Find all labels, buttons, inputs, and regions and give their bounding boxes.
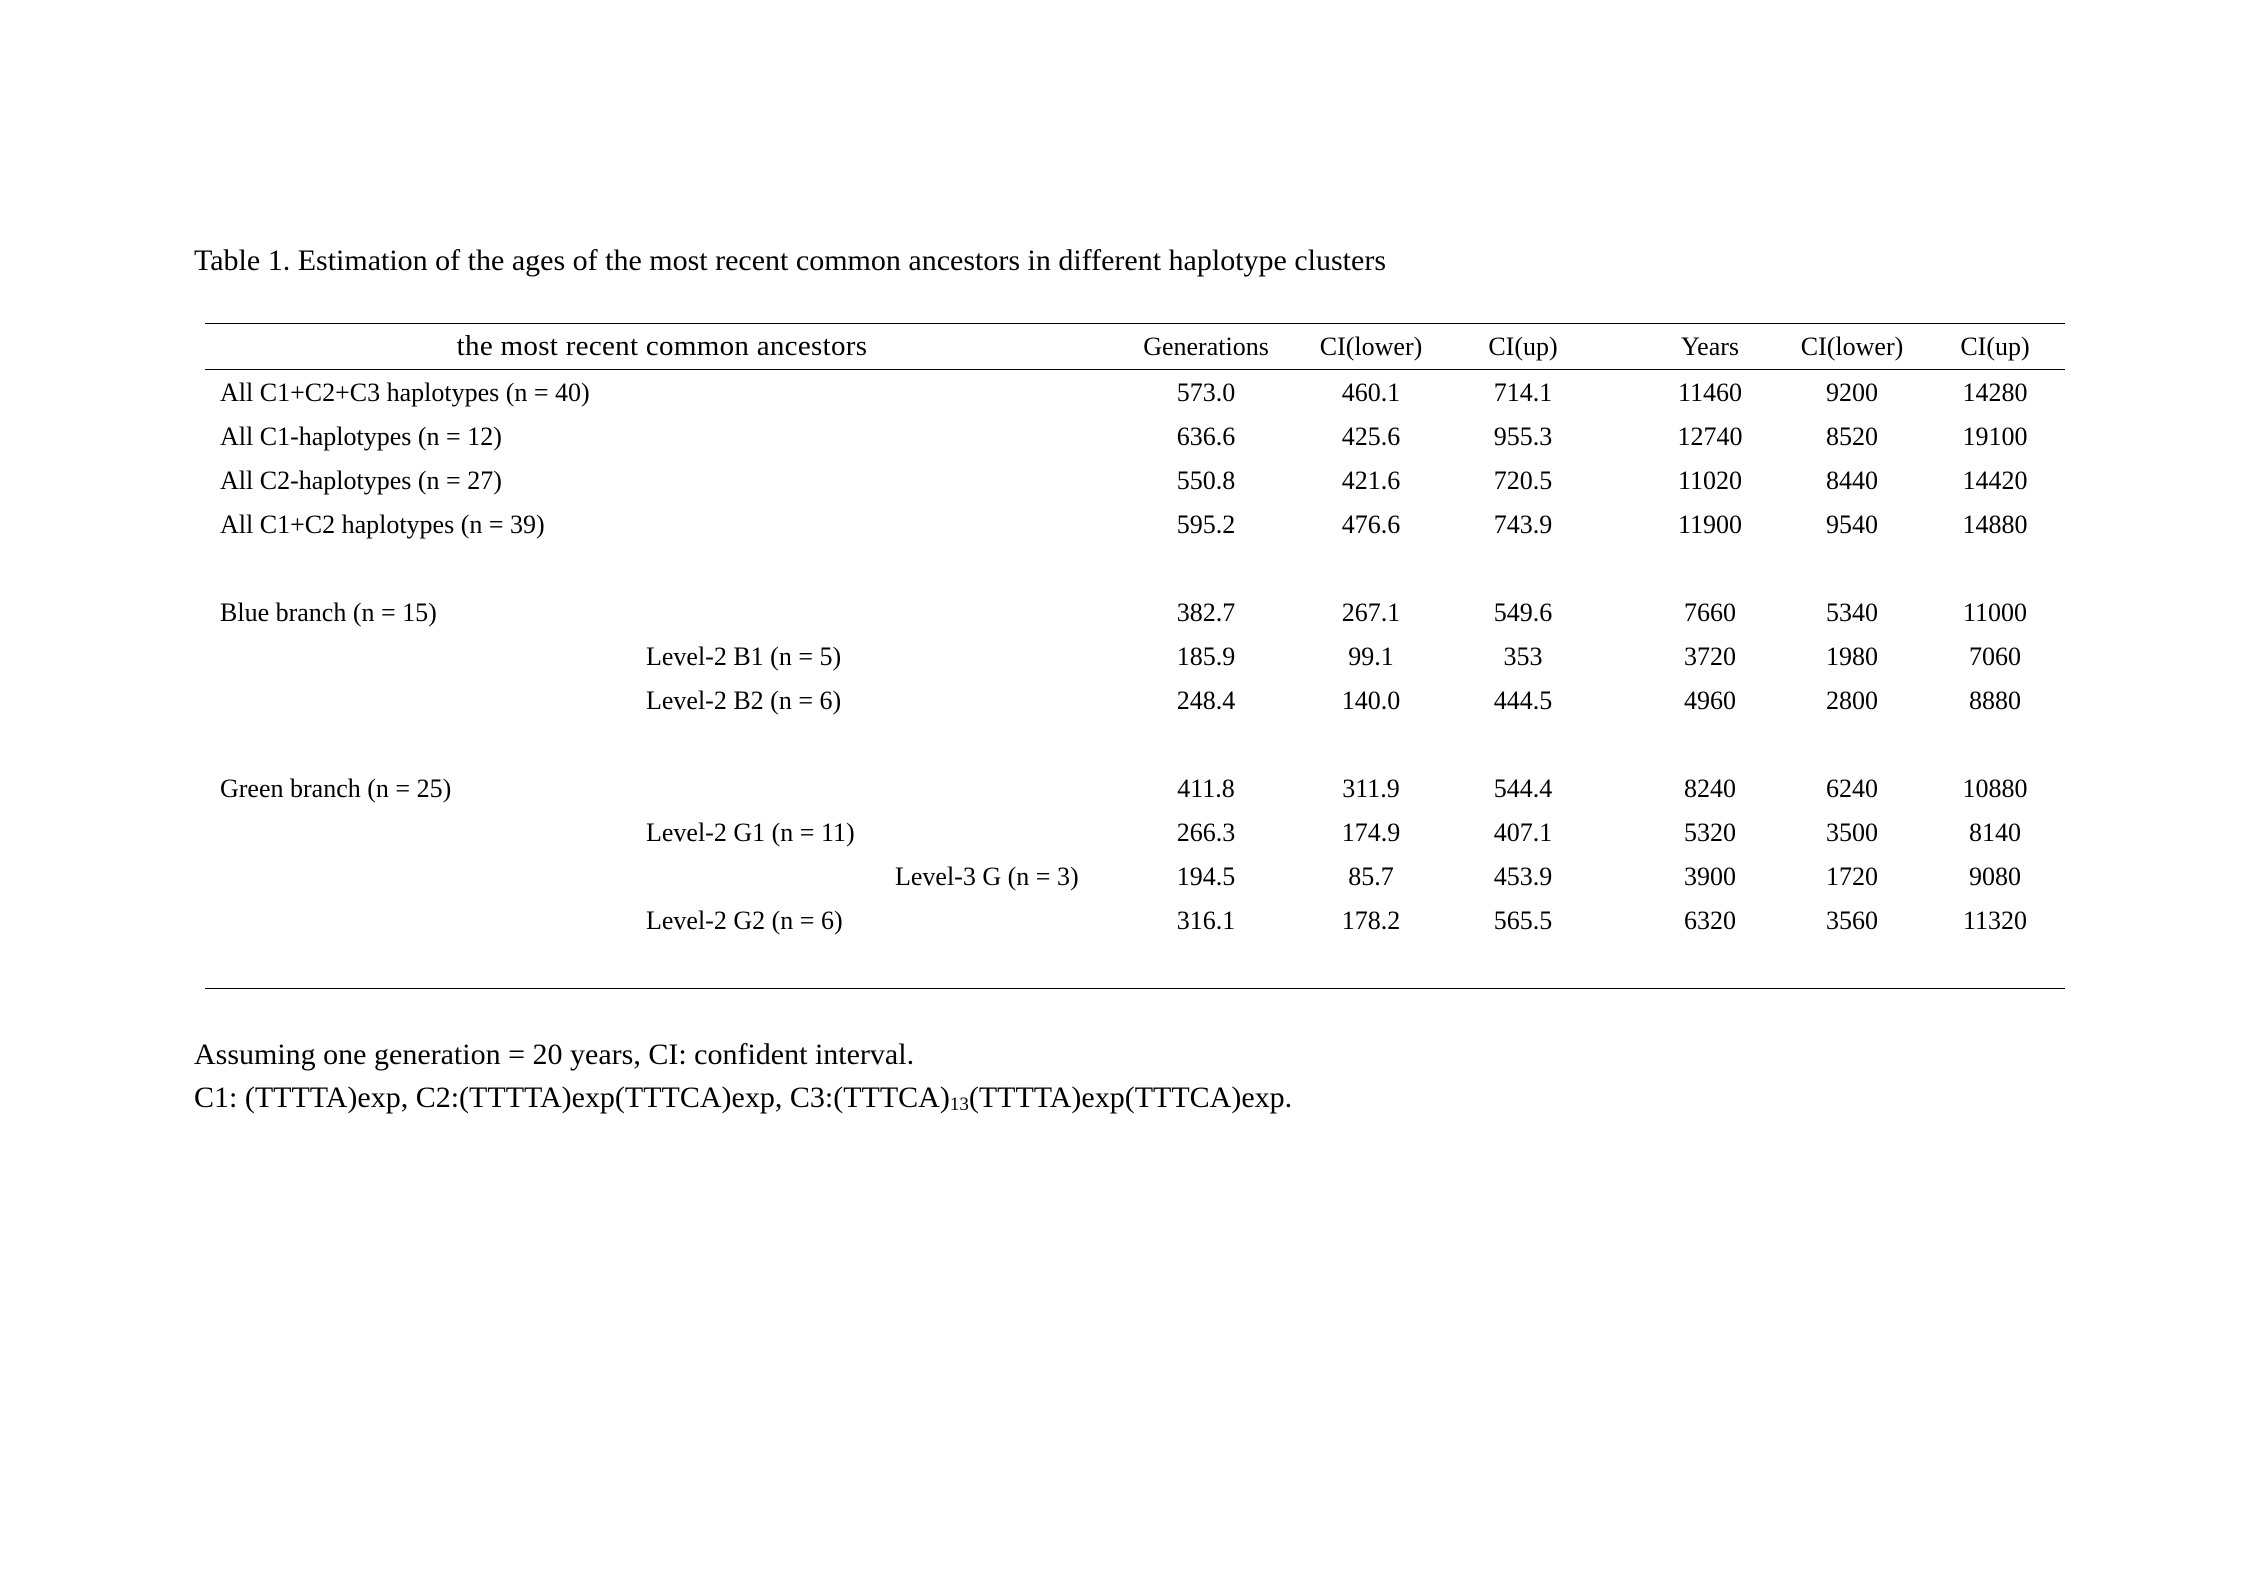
- table-cell: 174.9: [1341, 818, 1401, 847]
- table-caption: Table 1. Estimation of the ages of the most recent common ancestors in different haplotype clusters: [194, 244, 1387, 277]
- row-label: Level-2 G2 (n = 6): [646, 906, 843, 935]
- table-cell: 11020: [1677, 466, 1743, 495]
- table-cell: 636.6: [1176, 422, 1236, 451]
- table-cell: 316.1: [1176, 906, 1236, 935]
- row-label: All C1-haplotypes (n = 12): [220, 422, 502, 451]
- table-cell: 549.6: [1493, 598, 1553, 627]
- table-cell: 8440: [1826, 466, 1878, 495]
- header-ci-up-gen: CI(up): [1488, 332, 1558, 361]
- table-header-rule: [205, 369, 2065, 370]
- table-cell: 8240: [1684, 774, 1736, 803]
- table-cell: 6320: [1684, 906, 1736, 935]
- table-cell: 743.9: [1493, 510, 1553, 539]
- table-cell: 6240: [1826, 774, 1878, 803]
- row-label: Blue branch (n = 15): [220, 598, 437, 627]
- table-cell: 140.0: [1341, 686, 1401, 715]
- table-cell: 476.6: [1341, 510, 1401, 539]
- table-cell: 411.8: [1177, 774, 1235, 803]
- table-cell: 573.0: [1176, 378, 1236, 407]
- table-cell: 4960: [1684, 686, 1736, 715]
- row-label: All C2-haplotypes (n = 27): [220, 466, 502, 495]
- table-cell: 19100: [1962, 422, 2028, 451]
- table-cell: 7660: [1684, 598, 1736, 627]
- table-cell: 14420: [1962, 466, 2028, 495]
- table-cell: 720.5: [1493, 466, 1553, 495]
- row-label: Level-2 B1 (n = 5): [646, 642, 842, 671]
- table-cell: 7060: [1969, 642, 2021, 671]
- header-generations: Generations: [1143, 332, 1269, 361]
- table-cell: 267.1: [1341, 598, 1401, 627]
- table-cell: 1980: [1826, 642, 1878, 671]
- table-cell: 85.7: [1348, 862, 1394, 891]
- table-cell: 10880: [1962, 774, 2028, 803]
- header-ci-lower-years: CI(lower): [1800, 332, 1904, 361]
- table-cell: 3500: [1826, 818, 1878, 847]
- footnote-generation: Assuming one generation = 20 years, CI: confident interval.: [194, 1038, 915, 1071]
- table-cell: 544.4: [1493, 774, 1553, 803]
- table-cell: 421.6: [1341, 466, 1401, 495]
- table-top-rule: [205, 323, 2065, 324]
- row-label: All C1+C2+C3 haplotypes (n = 40): [220, 378, 590, 407]
- table-cell: 3900: [1684, 862, 1736, 891]
- table-cell: 266.3: [1176, 818, 1236, 847]
- table-cell: 444.5: [1493, 686, 1553, 715]
- table-cell: 407.1: [1493, 818, 1553, 847]
- header-label: the most recent common ancestors: [456, 330, 868, 362]
- header-years: Years: [1680, 332, 1740, 361]
- table-cell: 550.8: [1176, 466, 1236, 495]
- table-cell: 1720: [1826, 862, 1878, 891]
- table-cell: 311.9: [1342, 774, 1400, 803]
- table-cell: 382.7: [1176, 598, 1236, 627]
- table-cell: 2800: [1826, 686, 1878, 715]
- table-cell: 9540: [1826, 510, 1878, 539]
- row-label: Level-2 G1 (n = 11): [646, 818, 855, 847]
- table-cell: 8880: [1969, 686, 2021, 715]
- table-cell: 194.5: [1176, 862, 1236, 891]
- row-label: Green branch (n = 25): [220, 774, 452, 803]
- table-cell: 460.1: [1341, 378, 1401, 407]
- table-cell: 9200: [1826, 378, 1878, 407]
- table-cell: 12740: [1677, 422, 1743, 451]
- table-cell: 425.6: [1341, 422, 1401, 451]
- table-cell: 565.5: [1493, 906, 1553, 935]
- table-cell: 714.1: [1493, 378, 1553, 407]
- header-ci-lower-gen: CI(lower): [1319, 332, 1423, 361]
- table-cell: 11460: [1677, 378, 1743, 407]
- table-cell: 3560: [1826, 906, 1878, 935]
- table-cell: 353: [1503, 642, 1543, 671]
- header-ci-up-years: CI(up): [1960, 332, 2030, 361]
- row-label: Level-3 G (n = 3): [895, 862, 1079, 891]
- table-cell: 11320: [1962, 906, 2028, 935]
- table-cell: 8140: [1969, 818, 2021, 847]
- table-cell: 14280: [1962, 378, 2028, 407]
- table-cell: 14880: [1962, 510, 2028, 539]
- table-cell: 595.2: [1176, 510, 1236, 539]
- table-cell: 248.4: [1176, 686, 1236, 715]
- footnote-clusters: C1: (TTTTA)exp, C2:(TTTTA)exp(TTTCA)exp, $C3:(TTTCA)_{13}(TTTTA)\exp(TTTCA)\exp$.: [194, 1081, 1293, 1115]
- row-label: Level-2 B2 (n = 6): [646, 686, 842, 715]
- table-bottom-rule: [205, 988, 2065, 989]
- table-cell: 453.9: [1493, 862, 1553, 891]
- table-cell: 955.3: [1493, 422, 1553, 451]
- table-cell: 11900: [1677, 510, 1743, 539]
- table-cell: 178.2: [1341, 906, 1401, 935]
- row-label: All C1+C2 haplotypes (n = 39): [220, 510, 545, 539]
- table-cell: 185.9: [1176, 642, 1236, 671]
- table-cell: 3720: [1684, 642, 1736, 671]
- table-cell: 11000: [1962, 598, 2028, 627]
- table-cell: 8520: [1826, 422, 1878, 451]
- table-cell: 5340: [1826, 598, 1878, 627]
- table-cell: 9080: [1969, 862, 2021, 891]
- table-cell: 5320: [1684, 818, 1736, 847]
- table-cell: 99.1: [1348, 642, 1394, 671]
